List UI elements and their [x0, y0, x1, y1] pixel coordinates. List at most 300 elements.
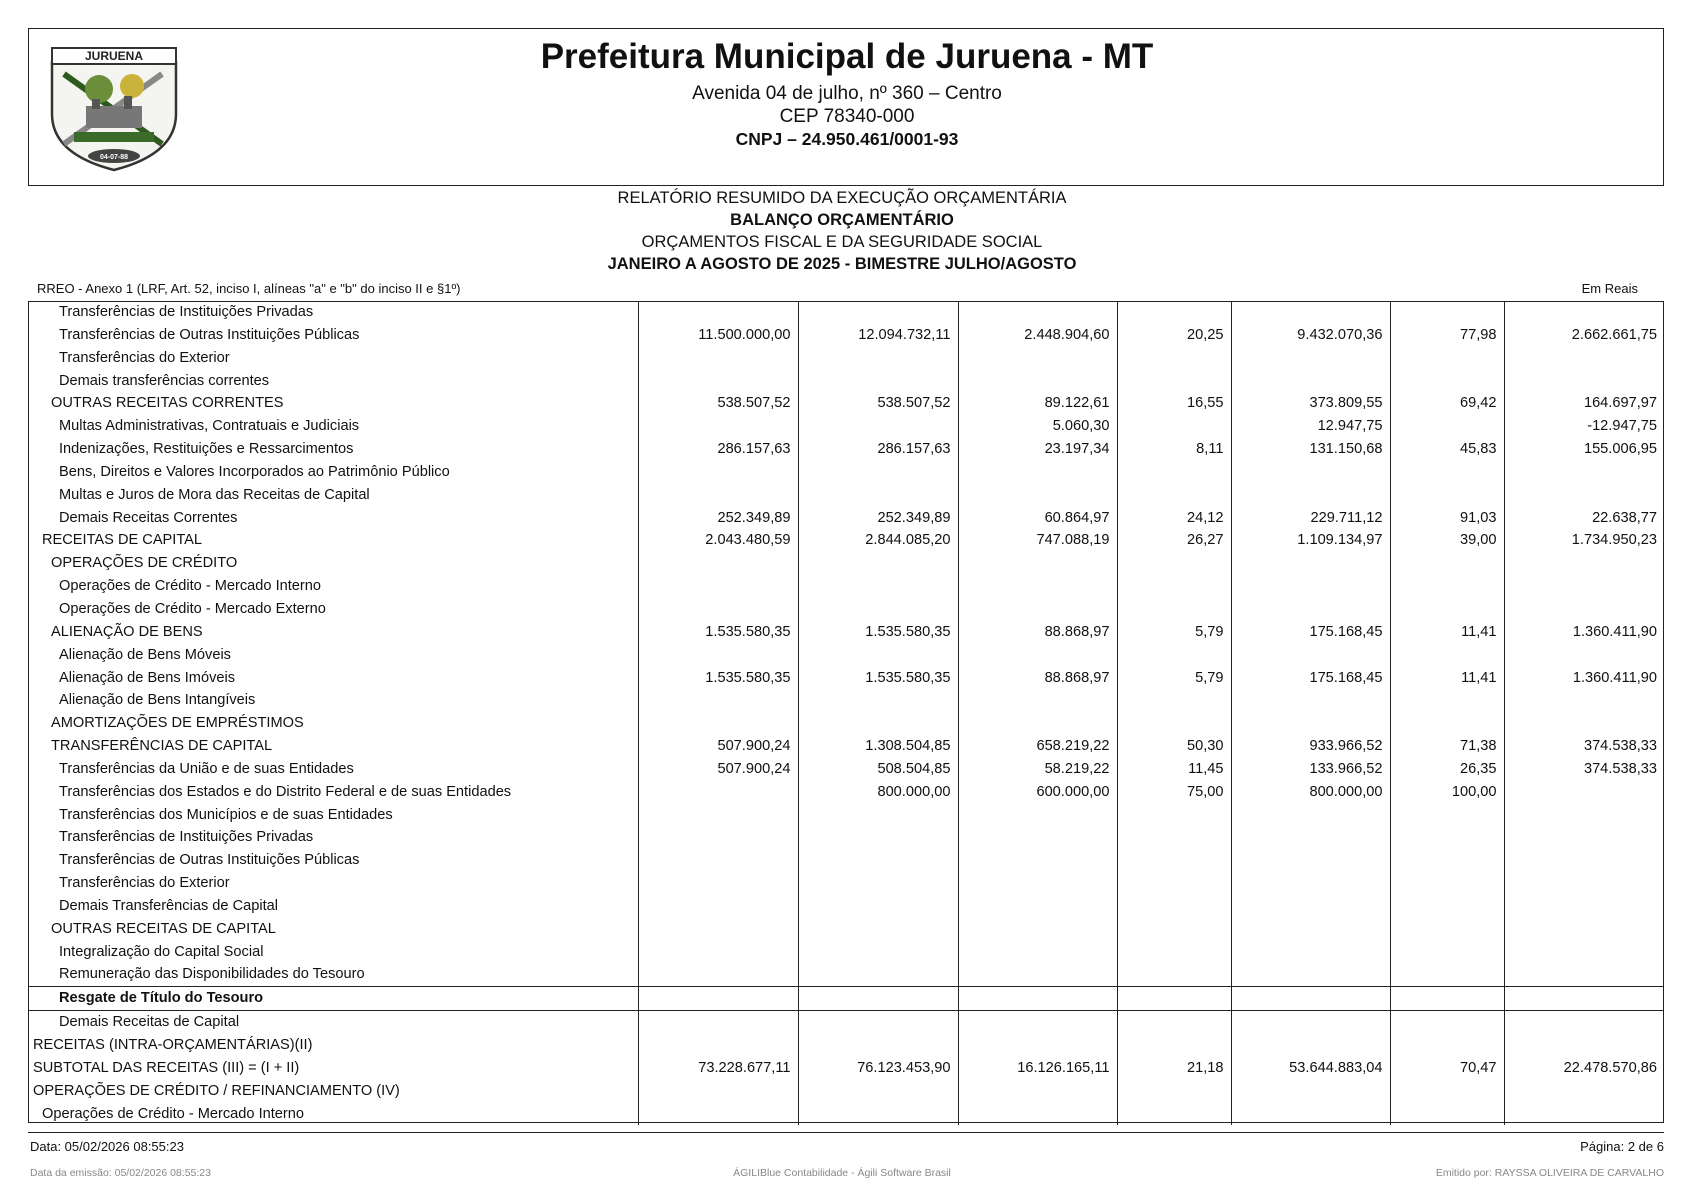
row-value: 1.109.134,97	[1231, 529, 1390, 552]
row-value	[1390, 963, 1504, 986]
row-value	[1390, 895, 1504, 918]
row-value	[1504, 781, 1664, 804]
row-value	[958, 598, 1117, 621]
row-label: Transferências de Instituições Privadas	[59, 304, 314, 320]
row-value	[958, 963, 1117, 986]
row-value	[798, 644, 958, 667]
row-value	[638, 1080, 798, 1103]
annex-reference: RREO - Anexo 1 (LRF, Art. 52, inciso I, alíneas "a" e "b" do inciso II e §1º)	[37, 281, 461, 296]
row-value: 800.000,00	[1231, 781, 1390, 804]
row-value	[1390, 849, 1504, 872]
table-row	[28, 826, 1664, 849]
row-value	[1117, 872, 1231, 895]
row-value	[1504, 712, 1664, 735]
row-value	[798, 689, 958, 712]
page-number: Página: 2 de 6	[1580, 1139, 1664, 1154]
row-value	[958, 895, 1117, 918]
row-value	[1231, 826, 1390, 849]
row-value	[1231, 987, 1390, 1011]
row-value	[638, 1011, 798, 1034]
row-value	[958, 1011, 1117, 1034]
row-value	[638, 1103, 798, 1126]
row-value	[1117, 644, 1231, 667]
row-label: TRANSFERÊNCIAS DE CAPITAL	[51, 738, 273, 755]
row-value	[1231, 941, 1390, 964]
row-value	[798, 849, 958, 872]
row-value: 5,79	[1117, 667, 1231, 690]
row-value	[1390, 826, 1504, 849]
row-value	[1117, 941, 1231, 964]
row-value	[798, 941, 958, 964]
row-value	[1231, 872, 1390, 895]
row-value	[1504, 987, 1664, 1011]
row-label: Transferências de Outras Instituições Públicas	[59, 852, 360, 869]
svg-text:04-07-88: 04-07-88	[99, 154, 129, 161]
row-label: OUTRAS RECEITAS CORRENTES	[51, 395, 284, 412]
currency-unit: Em Reais	[1581, 281, 1638, 296]
table-row	[28, 598, 1664, 621]
row-label: Transferências da União e de suas Entidades	[59, 760, 354, 777]
row-value	[1117, 849, 1231, 872]
row-value	[1504, 461, 1664, 484]
row-value: 60.864,97	[958, 507, 1117, 530]
row-value: 175.168,45	[1231, 667, 1390, 690]
row-value	[638, 347, 798, 370]
row-value	[1390, 598, 1504, 621]
table-row	[28, 438, 1664, 461]
row-value	[958, 347, 1117, 370]
row-value	[1231, 1103, 1390, 1126]
row-value	[1117, 1103, 1231, 1126]
row-value	[798, 598, 958, 621]
row-value	[1117, 370, 1231, 393]
row-value	[958, 941, 1117, 964]
row-value: 1.734.950,23	[1504, 529, 1664, 552]
row-value	[798, 872, 958, 895]
row-value	[1390, 575, 1504, 598]
row-value: 45,83	[1390, 438, 1504, 461]
row-value: 373.809,55	[1231, 392, 1390, 415]
table-row	[28, 804, 1664, 827]
row-label: Transferências de Outras Instituições Públicas	[59, 326, 360, 343]
row-value: 155.006,95	[1504, 438, 1664, 461]
row-value	[1504, 826, 1664, 849]
row-value	[798, 918, 958, 941]
row-value	[958, 1080, 1117, 1103]
row-value	[1231, 484, 1390, 507]
row-value	[1390, 1011, 1504, 1034]
row-value	[958, 552, 1117, 575]
row-value: 89.122,61	[958, 392, 1117, 415]
row-value: 22.638,77	[1504, 507, 1664, 530]
row-value	[1504, 689, 1664, 712]
row-value: 69,42	[1390, 392, 1504, 415]
row-value	[1504, 963, 1664, 986]
row-value: 175.168,45	[1231, 621, 1390, 644]
row-value: 50,30	[1117, 735, 1231, 758]
row-value: 1.535.580,35	[638, 667, 798, 690]
row-value	[798, 1103, 958, 1126]
row-label: Demais Receitas de Capital	[59, 1014, 240, 1031]
table-row	[28, 758, 1664, 781]
row-value	[1504, 895, 1664, 918]
row-value: 100,00	[1390, 781, 1504, 804]
row-label: Integralização do Capital Social	[59, 943, 264, 960]
row-value	[1231, 1011, 1390, 1034]
row-value	[1390, 415, 1504, 438]
row-value	[638, 644, 798, 667]
row-label: SUBTOTAL DAS RECEITAS (III) = (I + II)	[33, 1059, 300, 1076]
row-value: 11.500.000,00	[638, 324, 798, 347]
row-value	[1390, 941, 1504, 964]
budget-balance-table	[28, 301, 1664, 1125]
row-value: 26,35	[1390, 758, 1504, 781]
row-label: Alienação de Bens Intangíveis	[59, 692, 256, 709]
letterhead	[28, 28, 1664, 186]
row-value: 933.966,52	[1231, 735, 1390, 758]
table-row	[28, 507, 1664, 530]
row-value	[1390, 1080, 1504, 1103]
table-row	[28, 484, 1664, 507]
row-label: OUTRAS RECEITAS DE CAPITAL	[51, 920, 276, 937]
row-value	[1231, 552, 1390, 575]
row-value: -12.947,75	[1504, 415, 1664, 438]
report-subtitle: BALANÇO ORÇAMENTÁRIO	[730, 211, 954, 229]
row-value: 16.126.165,11	[958, 1057, 1117, 1080]
row-label: Operações de Crédito - Mercado Interno	[42, 1105, 305, 1122]
row-value	[638, 1034, 798, 1057]
row-value	[1390, 1034, 1504, 1057]
row-value	[638, 826, 798, 849]
row-value: 76.123.453,90	[798, 1057, 958, 1080]
row-label: Multas Administrativas, Contratuais e Judiciais	[59, 418, 360, 435]
footer-date: Data: 05/02/2026 08:55:23	[30, 1139, 184, 1154]
table-row	[28, 461, 1664, 484]
cnpj: CNPJ – 24.950.461/0001-93	[735, 129, 959, 149]
row-value	[798, 895, 958, 918]
row-value: 23.197,34	[958, 438, 1117, 461]
row-value: 538.507,52	[798, 392, 958, 415]
row-value	[1117, 826, 1231, 849]
row-value: 58.219,22	[958, 758, 1117, 781]
table-row	[28, 415, 1664, 438]
row-value	[958, 826, 1117, 849]
row-value	[1504, 301, 1664, 324]
row-value	[1117, 1034, 1231, 1057]
row-value	[638, 461, 798, 484]
row-value	[1231, 712, 1390, 735]
row-value: 11,45	[1117, 758, 1231, 781]
row-value	[1390, 804, 1504, 827]
row-value	[638, 872, 798, 895]
table-row	[28, 644, 1664, 667]
row-value: 507.900,24	[638, 758, 798, 781]
row-value: 53.644.883,04	[1231, 1057, 1390, 1080]
row-value	[1231, 963, 1390, 986]
row-value	[798, 552, 958, 575]
row-value	[1504, 804, 1664, 827]
report-title: RELATÓRIO RESUMIDO DA EXECUÇÃO ORÇAMENTÁRIA	[617, 189, 1067, 207]
row-label: ALIENAÇÃO DE BENS	[51, 623, 203, 640]
table-row	[28, 781, 1664, 804]
row-value: 133.966,52	[1231, 758, 1390, 781]
row-value	[1390, 872, 1504, 895]
row-value	[638, 415, 798, 438]
row-value	[958, 461, 1117, 484]
row-value: 600.000,00	[958, 781, 1117, 804]
row-value	[1504, 347, 1664, 370]
row-value	[1117, 712, 1231, 735]
row-value	[1231, 575, 1390, 598]
row-value	[1390, 301, 1504, 324]
row-value	[638, 552, 798, 575]
table-row	[28, 621, 1664, 644]
row-value: 1.535.580,35	[798, 667, 958, 690]
row-value	[1117, 552, 1231, 575]
row-value: 1.535.580,35	[798, 621, 958, 644]
report-titles	[0, 187, 1684, 275]
row-value	[1117, 963, 1231, 986]
row-value: 91,03	[1390, 507, 1504, 530]
row-value	[1117, 1080, 1231, 1103]
row-value	[1504, 370, 1664, 393]
row-value: 20,25	[1117, 324, 1231, 347]
row-value	[1231, 1080, 1390, 1103]
row-label: Operações de Crédito - Mercado Interno	[59, 578, 322, 595]
table-row	[28, 918, 1664, 941]
table-row	[28, 987, 1664, 1011]
table-row	[28, 552, 1664, 575]
row-value: 88.868,97	[958, 621, 1117, 644]
row-label: Transferências do Exterior	[59, 875, 230, 892]
row-value	[798, 370, 958, 393]
issued-by: Emitido por: RAYSSA OLIVEIRA DE CARVALHO	[1435, 1167, 1664, 1179]
row-value	[1390, 347, 1504, 370]
row-value	[798, 963, 958, 986]
row-value	[1117, 575, 1231, 598]
row-value	[1231, 1034, 1390, 1057]
footer-divider	[28, 1132, 1664, 1133]
row-value	[958, 370, 1117, 393]
row-value	[1231, 347, 1390, 370]
row-value	[1117, 804, 1231, 827]
row-value	[638, 963, 798, 986]
row-value	[958, 872, 1117, 895]
row-value: 9.432.070,36	[1231, 324, 1390, 347]
row-value: 1.308.504,85	[798, 735, 958, 758]
row-value	[638, 895, 798, 918]
row-label: OPERAÇÕES DE CRÉDITO	[51, 555, 238, 572]
row-label: Transferências de Instituições Privadas	[59, 829, 314, 846]
row-value	[1117, 347, 1231, 370]
row-label: Transferências do Exterior	[59, 349, 230, 366]
row-value: 5,79	[1117, 621, 1231, 644]
table-row	[28, 689, 1664, 712]
row-value	[958, 849, 1117, 872]
table-row	[28, 392, 1664, 415]
row-label: Transferências dos Estados e do Distrito Federal e de suas Entidades	[59, 783, 512, 800]
row-value	[798, 347, 958, 370]
table-row	[28, 575, 1664, 598]
row-value	[638, 849, 798, 872]
row-value: 24,12	[1117, 507, 1231, 530]
row-label: Indenizações, Restituições e Ressarcimentos	[59, 441, 354, 458]
row-value: 12.947,75	[1231, 415, 1390, 438]
row-value	[1390, 918, 1504, 941]
row-value	[798, 1080, 958, 1103]
table-row	[28, 1057, 1664, 1080]
table-row	[28, 370, 1664, 393]
row-value	[638, 804, 798, 827]
row-value	[798, 1011, 958, 1034]
row-value	[798, 301, 958, 324]
row-label: Transferências dos Municípios e de suas Entidades	[59, 806, 393, 823]
row-value	[1390, 644, 1504, 667]
row-value	[1390, 552, 1504, 575]
row-value: 747.088,19	[958, 529, 1117, 552]
table-row	[28, 872, 1664, 895]
row-value: 164.697,97	[1504, 392, 1664, 415]
row-value: 252.349,89	[638, 507, 798, 530]
row-value	[1504, 552, 1664, 575]
software-credit: ÁGILIBlue Contabilidade - Ágili Software Brasil	[733, 1167, 951, 1179]
row-value	[638, 987, 798, 1011]
row-value	[798, 415, 958, 438]
table-row	[28, 895, 1664, 918]
report-scope: ORÇAMENTOS FISCAL E DA SEGURIDADE SOCIAL	[641, 233, 1043, 251]
row-value	[1504, 1034, 1664, 1057]
row-label: Operações de Crédito - Mercado Externo	[59, 600, 326, 617]
row-value	[1117, 301, 1231, 324]
row-value	[958, 689, 1117, 712]
row-value	[1231, 461, 1390, 484]
row-label: AMORTIZAÇÕES DE EMPRÉSTIMOS	[51, 715, 304, 732]
row-value	[1117, 987, 1231, 1011]
row-value: 2.448.904,60	[958, 324, 1117, 347]
row-value	[638, 781, 798, 804]
table-row	[28, 529, 1664, 552]
row-value	[798, 461, 958, 484]
row-value: 8,11	[1117, 438, 1231, 461]
row-value	[1231, 895, 1390, 918]
row-label: RECEITAS (INTRA-ORÇAMENTÁRIAS)(II)	[33, 1037, 313, 1053]
row-value	[1231, 918, 1390, 941]
row-value: 252.349,89	[798, 507, 958, 530]
table-row	[28, 347, 1664, 370]
row-value	[1231, 301, 1390, 324]
row-value	[1504, 849, 1664, 872]
row-value	[1504, 872, 1664, 895]
row-value: 39,00	[1390, 529, 1504, 552]
row-label: RECEITAS DE CAPITAL	[42, 532, 203, 549]
row-value	[1231, 644, 1390, 667]
row-value: 70,47	[1390, 1057, 1504, 1080]
row-label: Alienação de Bens Móveis	[59, 646, 231, 663]
row-value	[958, 987, 1117, 1011]
row-value	[798, 826, 958, 849]
row-value	[638, 301, 798, 324]
postal-code: CEP 78340-000	[779, 106, 915, 127]
row-value	[958, 918, 1117, 941]
row-value	[1117, 484, 1231, 507]
row-label: Demais Transferências de Capital	[59, 897, 279, 914]
row-value: 2.844.085,20	[798, 529, 958, 552]
table-row	[28, 301, 1664, 324]
row-label: Multas e Juros de Mora das Receitas de Capital	[59, 486, 370, 503]
row-value: 5.060,30	[958, 415, 1117, 438]
row-value: 1.360.411,90	[1504, 621, 1664, 644]
row-value	[1117, 895, 1231, 918]
row-value	[1390, 712, 1504, 735]
row-value	[1231, 598, 1390, 621]
row-value	[638, 598, 798, 621]
row-value: 12.094.732,11	[798, 324, 958, 347]
row-value: 229.711,12	[1231, 507, 1390, 530]
row-value	[958, 575, 1117, 598]
row-value: 131.150,68	[1231, 438, 1390, 461]
row-value	[1390, 370, 1504, 393]
svg-text:JURUENA: JURUENA	[84, 49, 144, 63]
row-label: Remuneração das Disponibilidades do Tesouro	[59, 966, 365, 983]
row-value: 11,41	[1390, 621, 1504, 644]
row-value: 286.157,63	[798, 438, 958, 461]
row-value: 88.868,97	[958, 667, 1117, 690]
table-row	[28, 1034, 1664, 1057]
row-value: 22.478.570,86	[1504, 1057, 1664, 1080]
row-label: OPERAÇÕES DE CRÉDITO / REFINANCIAMENTO (IV)	[33, 1082, 400, 1099]
row-value: 75,00	[1117, 781, 1231, 804]
row-value	[638, 918, 798, 941]
table-row	[28, 712, 1664, 735]
row-value	[1504, 598, 1664, 621]
row-value	[1231, 370, 1390, 393]
row-value	[1504, 1080, 1664, 1103]
row-value: 21,18	[1117, 1057, 1231, 1080]
report-period: JANEIRO A AGOSTO DE 2025 - BIMESTRE JULHO/AGOSTO	[607, 255, 1077, 273]
row-value	[1390, 461, 1504, 484]
row-value: 1.360.411,90	[1504, 667, 1664, 690]
row-value	[638, 575, 798, 598]
table-row	[28, 1080, 1664, 1103]
table-row	[28, 324, 1664, 347]
table-row	[28, 1103, 1664, 1126]
row-value: 374.538,33	[1504, 735, 1664, 758]
row-label: Bens, Direitos e Valores Incorporados ao Patrimônio Público	[59, 463, 450, 480]
row-value: 508.504,85	[798, 758, 958, 781]
row-value: 658.219,22	[958, 735, 1117, 758]
row-label: Resgate de Título do Tesouro	[28, 987, 638, 1011]
row-value	[1504, 484, 1664, 507]
address: Avenida 04 de julho, nº 360 – Centro	[692, 83, 1002, 104]
row-value	[1504, 1011, 1664, 1034]
row-value	[1504, 941, 1664, 964]
row-value: 73.228.677,11	[638, 1057, 798, 1080]
row-value: 16,55	[1117, 392, 1231, 415]
row-value	[958, 484, 1117, 507]
row-value	[638, 712, 798, 735]
row-value	[1390, 987, 1504, 1011]
row-value: 77,98	[1390, 324, 1504, 347]
row-value	[1504, 1103, 1664, 1126]
row-label: Alienação de Bens Imóveis	[59, 669, 236, 686]
row-value: 2.662.661,75	[1504, 324, 1664, 347]
row-label: Demais transferências correntes	[59, 372, 270, 389]
row-value: 1.535.580,35	[638, 621, 798, 644]
row-value: 286.157,63	[638, 438, 798, 461]
table-row	[28, 735, 1664, 758]
table-row	[28, 1011, 1664, 1034]
table-row	[28, 667, 1664, 690]
